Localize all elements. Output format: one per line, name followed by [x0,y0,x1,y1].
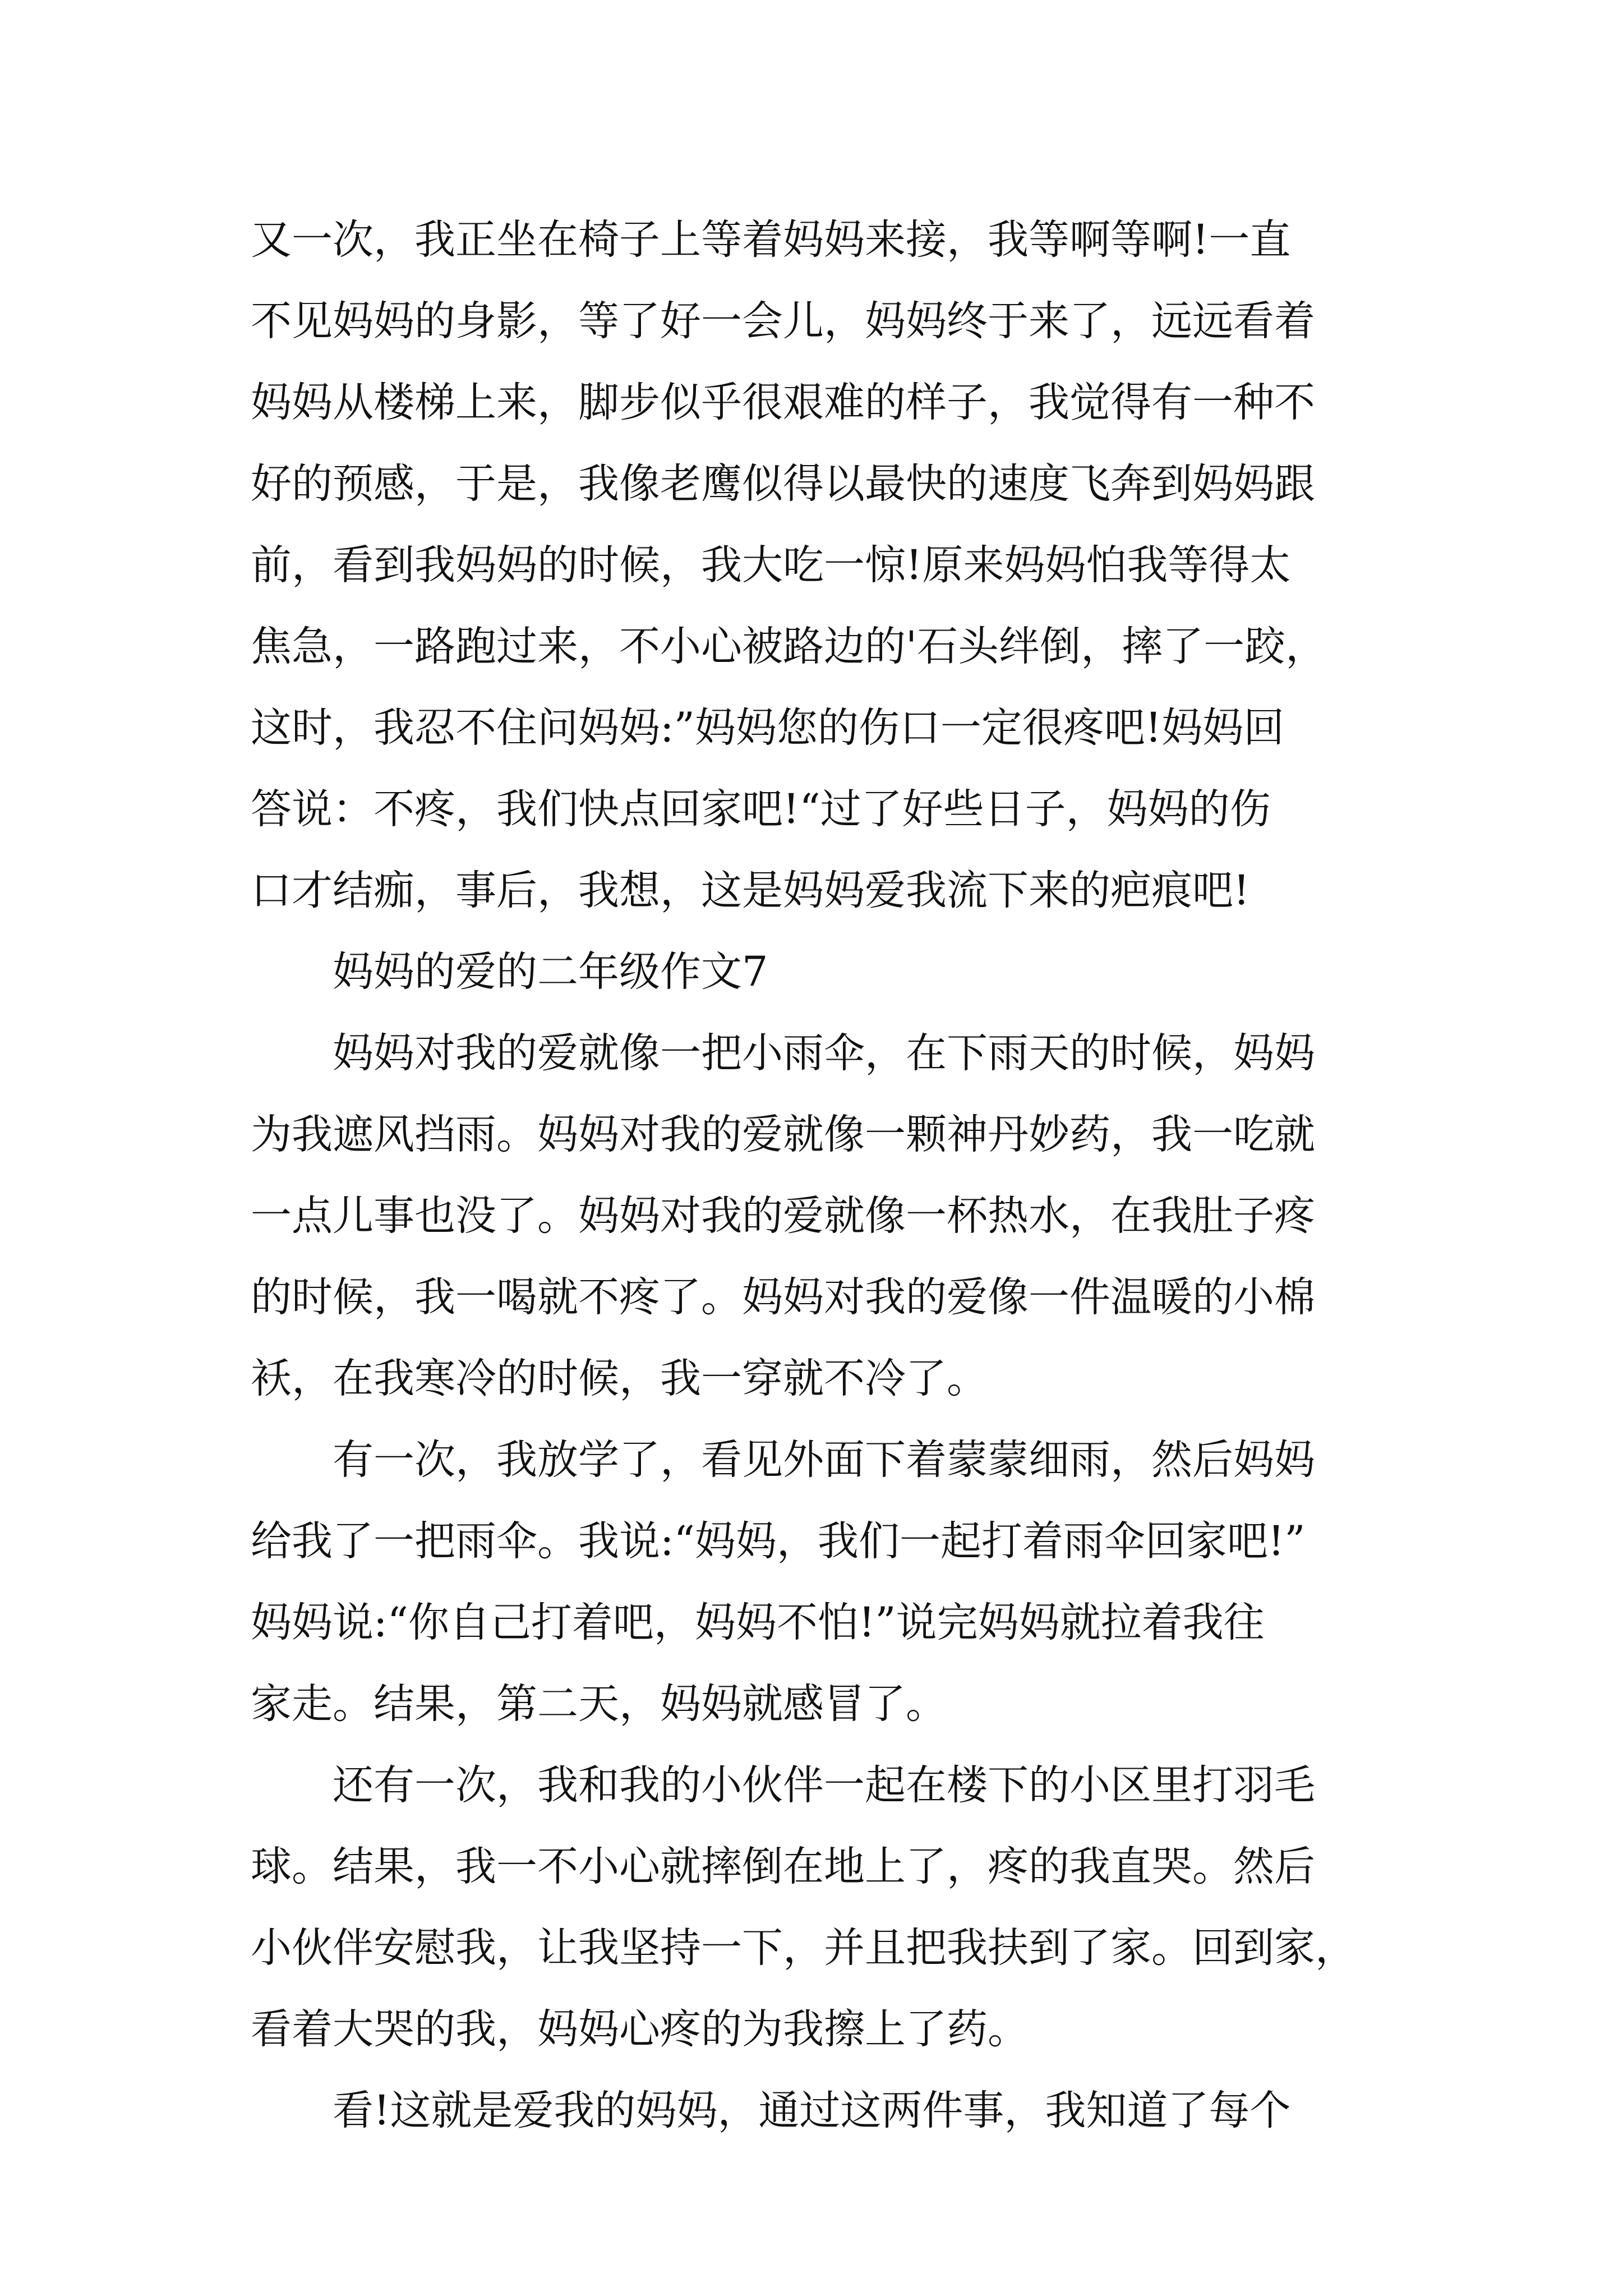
paragraph-line: 妈妈对我的爱就像一把小雨伞，在下雨天的时候，妈妈 [333,1029,1315,1077]
paragraph-line: 还有一次，我和我的小伙伴一起在楼下的小区里打羽毛 [333,1761,1315,1809]
paragraph-line: 给我了一把雨伞。我说:“妈妈，我们一起打着雨伞回家吧!” [251,1517,1306,1565]
paragraph-line: 袄，在我寒冷的时候，我一穿就不冷了。 [251,1355,988,1402]
section-heading: 妈妈的爱的二年级作文7 [333,948,768,996]
paragraph-line: 球。结果，我一不小心就摔倒在地上了，疼的我直哭。然后 [251,1843,1315,1890]
paragraph-line: 这时，我忍不住问妈妈:”妈妈您的伤口一定很疼吧!妈妈回 [251,704,1285,752]
paragraph-line: 焦急，一路跑过来，不小心被路边的'石头绊倒，摔了一跤， [251,623,1327,670]
paragraph-line: 看!这就是爱我的妈妈，通过这两件事，我知道了每个 [333,2087,1291,2134]
paragraph-line: 好的预感，于是，我像老鹰似得以最快的速度飞奔到妈妈跟 [251,460,1315,508]
paragraph-line: 不见妈妈的身影，等了好一会儿，妈妈终于来了，远远看着 [251,297,1315,345]
paragraph-line: 小伙伴安慰我，让我坚持一下，并且把我扶到了家。回到家， [251,1924,1356,1972]
paragraph-line: 妈妈从楼梯上来，脚步似乎很艰难的样子，我觉得有一种不 [251,379,1315,426]
paragraph-line: 看着大哭的我，妈妈心疼的为我擦上了药。 [251,2005,1029,2053]
paragraph-line: 又一次，我正坐在椅子上等着妈妈来接，我等啊等啊!一直 [251,216,1291,264]
paragraph-line: 一点儿事也没了。妈妈对我的爱就像一杯热水，在我肚子疼 [251,1192,1315,1240]
paragraph-line: 家走。结果，第二天，妈妈就感冒了。 [251,1680,947,1728]
paragraph-line: 前，看到我妈妈的时候，我大吃一惊!原来妈妈怕我等得太 [251,541,1291,589]
paragraph-line: 有一次，我放学了，看见外面下着蒙蒙细雨，然后妈妈 [333,1436,1315,1484]
paragraph-line: 的时候，我一喝就不疼了。妈妈对我的爱像一件温暖的小棉 [251,1273,1315,1321]
paragraph-line: 妈妈说:“你自己打着吧，妈妈不怕!”说完妈妈就拉着我往 [251,1599,1265,1646]
paragraph-line: 为我遮风挡雨。妈妈对我的爱就像一颗神丹妙药，我一吃就 [251,1111,1315,1158]
paragraph-line: 答说：不疼，我们快点回家吧!“过了好些日子，妈妈的伤 [251,785,1271,833]
paragraph-line: 口才结痂，事后，我想，这是妈妈爱我流下来的疤痕吧! [251,867,1250,914]
